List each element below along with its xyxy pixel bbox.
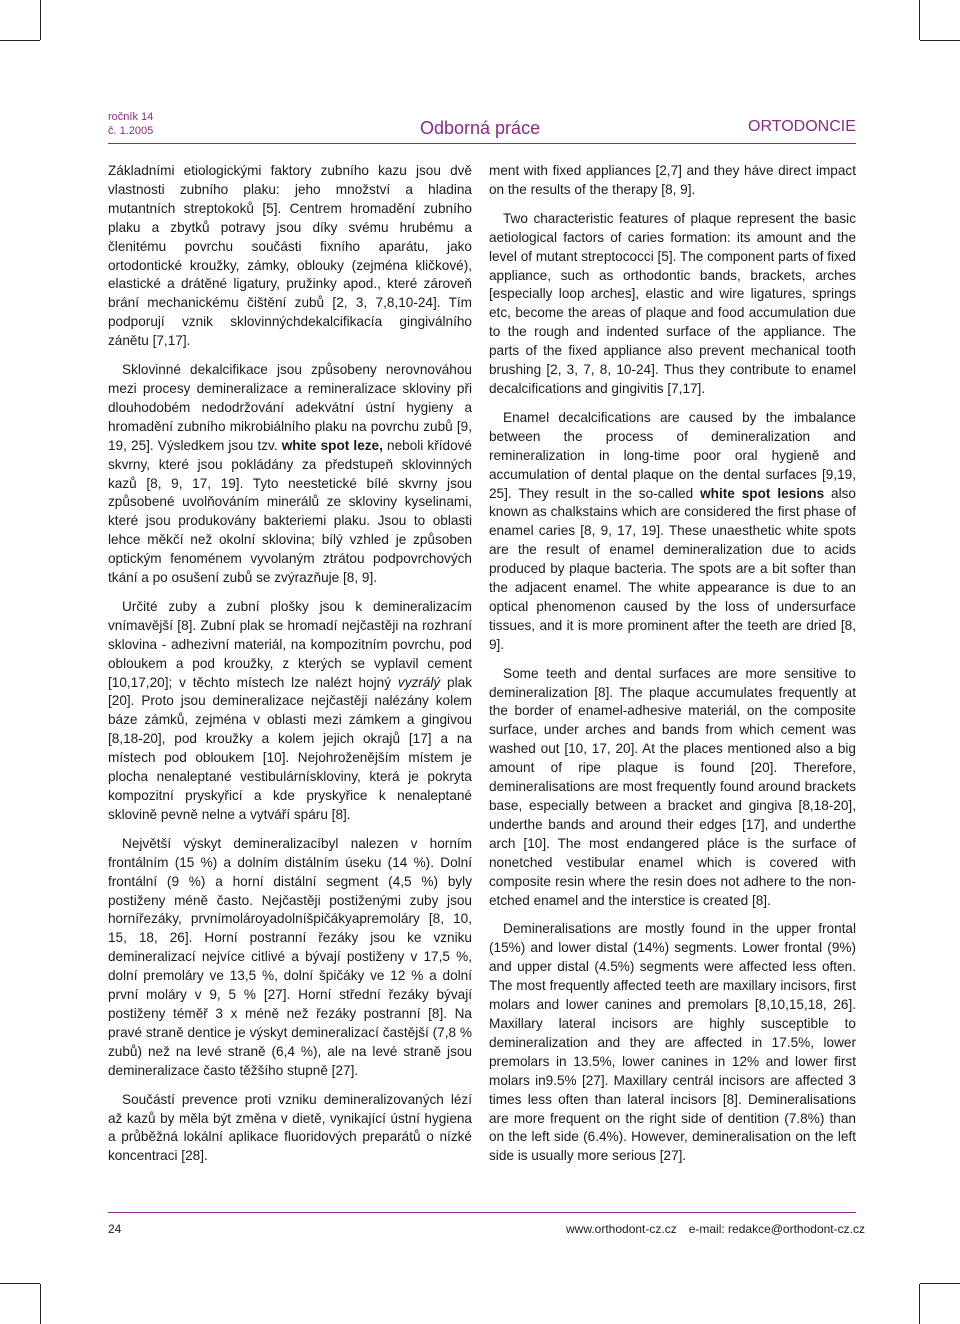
crop-mark [920,1283,960,1284]
section-title: Odborná práce [420,118,541,138]
bold-term: white spot lesions [700,485,825,501]
email-link[interactable]: e-mail: redakce@orthodont-cz.cz [688,1222,865,1236]
left-column [108,162,472,1176]
paragraph-text: also known as chalkstains which are considered the first phase of enamel caries [8, 9, 17, 19]. These unaesthetic white spots are the result of enamel demineralization due to acids produced by plaque bacteria. The spots are a bit softer than the adjacent enamel. The white appearance is due to an optical phenomenon caused by the loss of undersurface tissues, and it is more prominent after the teeth are dried [8, 9]. [489,485,856,652]
crop-mark [0,1283,40,1284]
paragraph-text: neboli křídové skvrny, které jsou pokládány za předstupeň sklovinných kazů [8, 9, 17, 19]. Tyto neestetické bílé skvrny jsou způsobené uvolňováním minerálů ze skloviny kyselinami, které jsou produkovány bakteriemi plaku. Jsou to oblasti lehce měkčí než okolní sklovina; bílý vzhled je způsoben optickým fenoménem vyvolaným ztrátou podpovrchových tkání a po osušení zubů se zvýrazňuje [8, 9]. [108,437,472,586]
paragraph-text: plak [20]. Proto jsou demineralizace nejčastěji nalézány kolem báze zámků, zejména v oblasti mezi zámkem a gingivou [8,18-20], pod kroužky a kolem jejich okrajů [17] a na místech pod obloukem [10]. Nejohroženějším místem je plocha nenaleptané vestibulárnískloviny, která je pokryta kompozitní pryskyřicí a kde pryskyřice k nenaleptané sklovině pevně nelne a vytváří spáru [8]. [108,674,472,822]
crop-mark [920,40,960,41]
footer-contacts [566,1222,865,1236]
issue-info [108,110,153,138]
paragraph: Some teeth and dental surfaces are more sensitive to demineralization [8]. The plaque accumulates frequently at the border of enamel-adhesive materiál, on the composite surface, under arches and bands from which cement was washed out [10, 17, 20]. At the places mentioned also a big amount of ripe plaque is found [20]. Therefore, demineralisations are most frequently found around brackets base, especially between a bracket and gingiva [8,18-20], underthe bands and around their edges [17], and underthe arch [10]. The most endangered pláce is the surface of nonetched vestibular enamel which is covered with composite resin where the resin does not adhere to the non-etched enamel and the interstice is created [8]. [489,665,856,908]
paragraph [108,361,472,588]
crop-mark [40,1284,41,1324]
paragraph: Základními etiologickými faktory zubního kazu jsou dvě vlastnosti zubního plaku: jeho množství a hladina mutantních streptokoků [5]. Centrem hromadění zubního plaku a zbytků potravy jsou díky svému hrubému a členitému povrchu součásti fixního aparátu, jako ortodontické kroužky, zámky, oblouky (zejména kličkové), elastické a drátěné ligatury, pružinky apod., které zároveň brání mechanickému čištění zubů [2, 3, 7,8,10-24]. Tím podporují vznik sklovinnýchdekalcifikacía gingiválního zánětu [7,17]. [108,163,472,349]
paragraph: ment with fixed appliances [2,7] and they háve direct impact on the results of the therapy [8, 9]. [489,163,856,197]
paragraph [108,598,472,825]
crop-mark [0,40,40,41]
crop-mark [40,0,41,40]
page-number: 24 [108,1222,122,1236]
volume-label: ročník 14 [108,111,154,123]
header-divider [108,143,856,144]
paragraph-text: Určité zuby a zubní plošky jsou k demineralizacím vnímavější [8]. Zubní plak se hromadí nejčastěji na rozhraní sklovina - adhezivní materiál, na kompozitním povrchu, pod obloukem a pod kroužky, z kterých se vyplavil cement [10,17,20]; v těchto místech lze nalézt hojný [108,598,472,690]
footer-divider [108,1212,856,1213]
italic-term: vyzrálý [397,674,441,690]
issue-label: č. 1.2005 [108,125,154,137]
paragraph [489,409,856,655]
category-title: ORTODONCIE [748,118,856,135]
bold-term: white spot leze, [281,437,383,453]
crop-mark [919,1284,920,1324]
paragraph: Demineralisations are mostly found in the upper frontal (15%) and lower distal (14%) segments. Lower frontal (9%) and upper distal (4.5%) segments were affected less often. The most frequently affected teeth are maxillary incisors, first molars and lower canines and premolars [8,10,15,18, 26]. Maxillary lateral incisors are highly susceptible to demineralization and they are affected in 17.5%, lower premolars in 13.5%, lower canines in 12% and lower first molars in9.5% [27]. Maxillary centrál incisors are affected 3 times less often than lateral incisors [8]. Demineralisations are more frequent on the right side of dentition (7.8%) than on the left side (6.4%). However, demineralisation on the left side is usually more serious [27]. [489,921,856,1164]
crop-mark [919,0,920,40]
paragraph-text: Sklovinné dekalcifikace jsou způsobeny nerovnováhou mezi procesy demineralizace a remineralizace skloviny při dlouhodobém nedodržování adekvátní ústní hygieny a hromadění zubního mikrobiálního plaku na povrchu zubů [9, 19, 25]. Výsledkem jsou tzv. [108,362,472,453]
paragraph-text: Enamel decalcifications are caused by the imbalance between the process of demineralization and remineralization in long-time poor oral hygieně and accumulation of dental plaque on the dental surfaces [9,19, 25]. They result in the so-called [489,409,856,501]
paragraph: Největší výskyt demineralizacíbyl nalezen v horním frontálním (15 %) a dolním distálním úseku (14 %). Dolní frontální (9 %) a horní distální segment (4,5 %) byly postiženy méně často. Nejčastěji postiženými zuby jsou hornířezáky, prvnímolároyadolníšpičákyapremoláry [8, 10, 15, 18, 26]. Horní postranní řezáky jsou ke vzniku demineralizací nejvíce citlivé a bývají postiženy v 17,5 %, dolní premoláry ve 13,5 %, dolní špičáky ve 12 % a dolní první moláry v 9, 5 % [27]. Horní střední řezáky bývají postiženy téměř 3 x méně než řezáky postranní [8]. Na pravé straně dentice je výskyt demineralizací častější (7,8 % zubů) než na levé straně (6,4 %), ale na levé straně jsou demineralizace často těžšího stupně [27]. [108,835,472,1078]
paragraph: Two characteristic features of plaque represent the basic aetiological factors of caries formation: its amount and the level of mutant streptococci [5]. The component parts of fixed appliance, such as orthodontic bands, brackets, arches [especially loop arches], elastic and wire ligatures, springs etc, become the areas of plaque and food accumulation due to the rough and indented surface of the appliance. The parts of the fixed appliance also prevent mechanical tooth brushing [2, 3, 7, 8, 10-24]. Thus they contribute to enamel decalcifications and gingivitis [7,17]. [489,210,856,396]
right-column [489,162,856,1176]
website-link[interactable]: www.orthodont-cz.cz [566,1222,677,1236]
paragraph: Součástí prevence proti vzniku demineralizovaných lézí až kazů by měla být změna v dietě, vynikající ústní hygiena a průběžná lokální aplikace fluoridových preparátů o nízké koncentraci [28]. [108,1091,472,1164]
